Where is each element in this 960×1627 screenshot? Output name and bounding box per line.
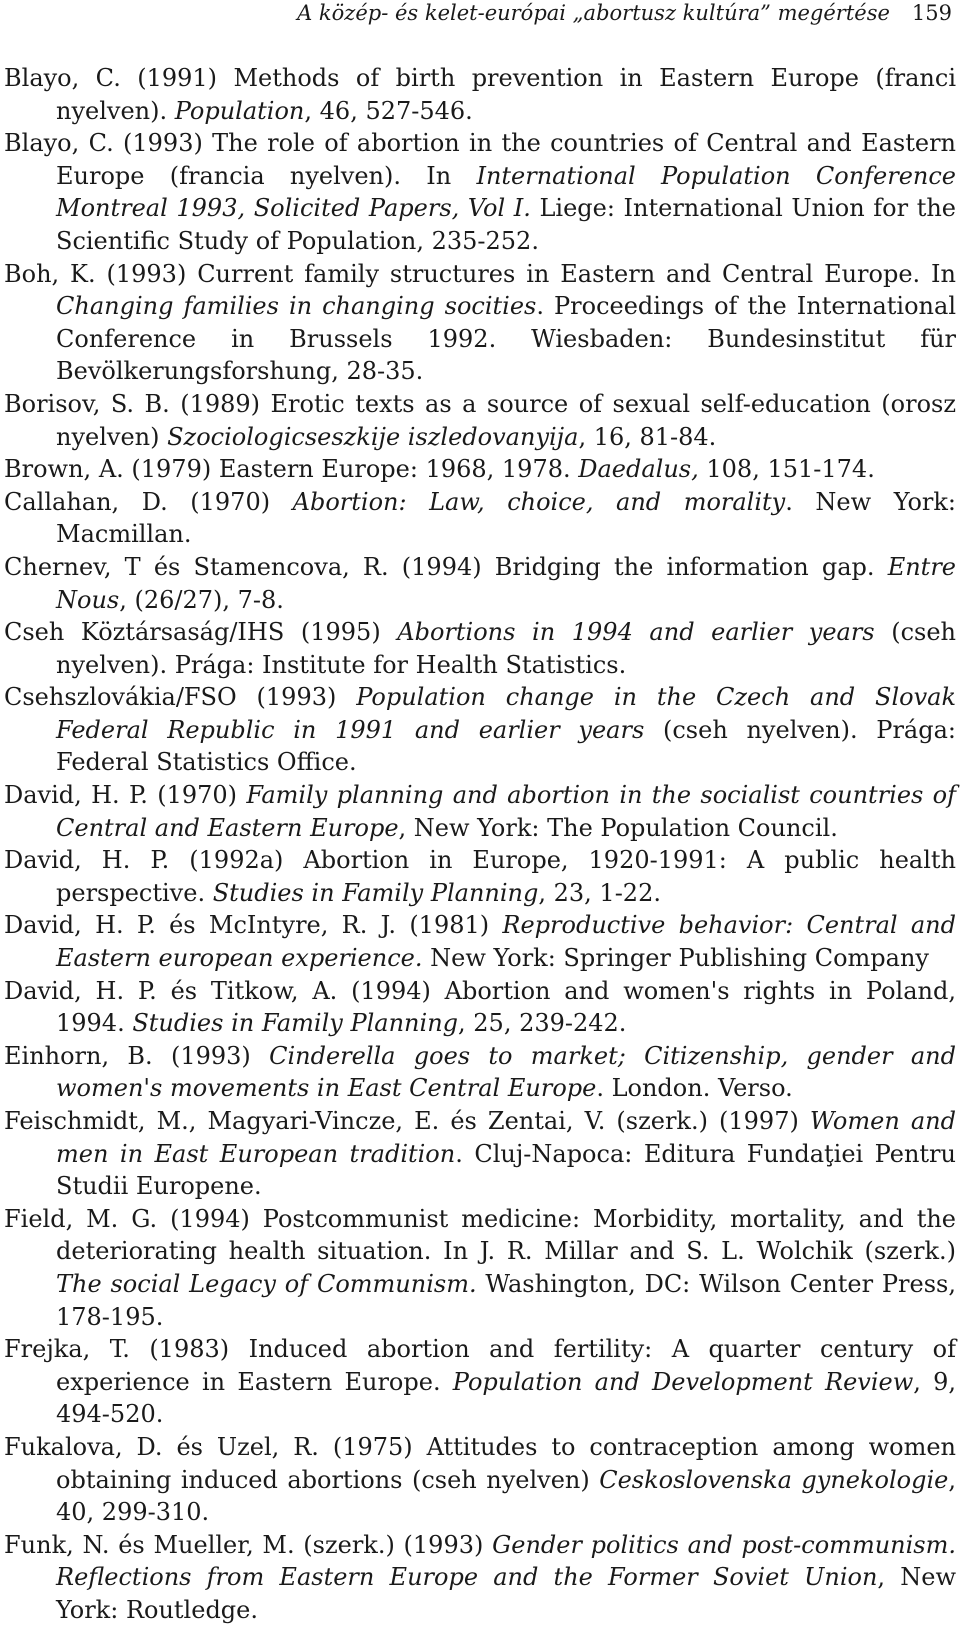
reference-text: Borisov, S. B. (1989) Erotic texts as a source of sexual self-education (orosz nyelven) [4, 389, 956, 451]
reference-entry [4, 616, 956, 681]
reference-text: Blayo, C. (1991) Methods of birth prevention in Eastern Europe (franci nyelven). [4, 64, 956, 125]
reference-text: Cseh Köztársaság/IHS (1995) [4, 618, 398, 647]
reference-title-italic: Daedalus, [578, 455, 699, 484]
reference-entry [4, 975, 956, 1040]
reference-text: , (26/27), 7-8. [119, 585, 284, 614]
reference-text: Frejka, T. (1983) Induced abortion and fertility: A quarter century of experience in Eastern Europe. [4, 1335, 956, 1396]
reference-text: David, H. P. (1970) [4, 781, 247, 810]
reference-title-italic: Abortions in 1994 and earlier years [397, 618, 875, 647]
reference-title-italic: Changing families in changing socities [56, 292, 537, 321]
reference-text: New York: Springer Publishing Company [422, 944, 929, 973]
reference-title-italic: Population and Development Review [452, 1367, 914, 1396]
reference-text: 108, 151-174. [698, 455, 875, 484]
reference-entry [4, 388, 956, 453]
reference-entry [4, 909, 956, 974]
page-number: 159 [911, 1, 952, 25]
reference-list [4, 62, 956, 1627]
reference-text: (cseh nyelven). Prága: Institute for Health Statistics. [56, 618, 956, 679]
reference-title-italic: Abortion: Law, choice, and morality [292, 487, 786, 516]
reference-text: David, H. P. és McIntyre, R. J. (1981) [4, 911, 503, 940]
reference-entry [4, 62, 956, 127]
reference-entry [4, 551, 956, 616]
reference-text: Chernev, T és Stamencova, R. (1994) Bridging the information gap. [4, 552, 888, 581]
reference-text: Einhorn, B. (1993) [4, 1041, 270, 1070]
reference-text: , New York: The Population Council. [398, 813, 838, 842]
reference-title-italic: The social Legacy of Communism. [56, 1269, 477, 1298]
reference-title-italic: Family planning and abortion in the socialist countries of Central and Eastern Europe [56, 781, 956, 842]
reference-entry [4, 681, 956, 779]
reference-entry [4, 779, 956, 844]
reference-text: . London. Verso. [596, 1074, 793, 1103]
reference-title-italic: Entre Nous [56, 552, 956, 614]
running-header [297, 0, 952, 26]
reference-entry [4, 1431, 956, 1529]
reference-text: , 40, 299-310. [56, 1465, 956, 1527]
reference-entry [4, 127, 956, 257]
reference-entry [4, 1105, 956, 1203]
reference-text: . New York: Macmillan. [56, 487, 957, 549]
reference-text: , 23, 1-22. [538, 878, 661, 907]
reference-title-italic: Cinderella goes to market; Citizenship, gender and women's movements in East Central Europe [56, 1041, 956, 1103]
reference-text: , 25, 239-242. [458, 1009, 627, 1038]
reference-title-italic: Gender politics and post-communism. Reflections from Eastern Europe and the Former Soviet Union [56, 1530, 956, 1592]
reference-text: Feischmidt, M., Magyari-Vincze, E. és Zentai, V. (szerk.) (1997) [4, 1107, 810, 1135]
reference-title-italic: Women and men in East European tradition [56, 1107, 956, 1168]
reference-text: , 16, 81-84. [578, 422, 717, 451]
reference-text: (cseh nyelven). Prága: Federal Statistics Office. [56, 715, 956, 777]
reference-title-italic: Studies in Family Planning [212, 878, 539, 907]
reference-title-italic: Szociologicseszkije iszledovanyija [167, 422, 579, 451]
reference-entry [4, 1203, 956, 1333]
reference-text: Field, M. G. (1994) Postcommunist medicine: Morbidity, mortality, and the deteriorating health situation. In J. R. Millar and S. L. Wolchik (szerk.) [4, 1204, 956, 1266]
reference-entry [4, 1529, 956, 1627]
reference-title-italic: Ceskoslovenska gynekologie [599, 1465, 949, 1494]
reference-text: , New York: Routledge. [56, 1563, 956, 1624]
reference-text: David, H. P. (1992a) Abortion in Europe, 1920-1991: A public health perspective. [4, 846, 956, 907]
reference-text: Csehszlovákia/FSO (1993) [4, 683, 357, 712]
reference-text: Blayo, C. (1993) The role of abortion in the countries of Central and Eastern Europe (francia nyelven). In [4, 129, 956, 190]
reference-entry [4, 1040, 956, 1105]
reference-text: , 46, 527-546. [304, 96, 473, 125]
reference-title-italic: International Population Conference Montreal 1993, Solicited Papers, Vol I. [56, 161, 957, 223]
reference-entry [4, 453, 956, 486]
reference-text: Fukalova, D. és Uzel, R. (1975) Attitudes to contraception among women obtaining induced abortions (cseh nyelven) [4, 1432, 956, 1494]
reference-text: Boh, K. (1993) Current family structures in Eastern and Central Europe. In [4, 259, 956, 288]
reference-entry [4, 1333, 956, 1431]
reference-text: . Cluj-Napoca: Editura Fundaţiei Pentru Studii Europene. [56, 1139, 956, 1201]
reference-text: Callahan, D. (1970) [4, 487, 293, 516]
reference-entry [4, 844, 956, 909]
reference-title-italic: Population change in the Czech and Slovak Federal Republic in 1991 and earlier years [56, 683, 956, 744]
reference-text: Washington, DC: Wilson Center Press, 178-195. [56, 1269, 956, 1331]
reference-text: Funk, N. és Mueller, M. (szerk.) (1993) [4, 1530, 493, 1559]
running-title: A közép- és kelet-európai „abortusz kultúra” megértése [297, 1, 890, 25]
reference-entry [4, 258, 956, 388]
reference-entry [4, 486, 956, 551]
reference-text: . Proceedings of the International Conference in Brussels 1992. Wiesbaden: Bundesinstitut für Bevölkerungsforshung, 28-35. [56, 292, 956, 386]
reference-text: David, H. P. és Titkow, A. (1994) Abortion and women's rights in Poland, 1994. [4, 976, 956, 1038]
reference-text: , 9, 494-520. [56, 1367, 957, 1429]
reference-title-italic: Reproductive behavior: Central and Eastern european experience. [56, 911, 956, 973]
reference-text: Brown, A. (1979) Eastern Europe: 1968, 1978. [4, 455, 579, 484]
reference-title-italic: Studies in Family Planning [132, 1009, 459, 1038]
reference-title-italic: Population [174, 96, 305, 125]
reference-text: Liege: International Union for the Scientific Study of Population, 235-252. [56, 194, 956, 255]
